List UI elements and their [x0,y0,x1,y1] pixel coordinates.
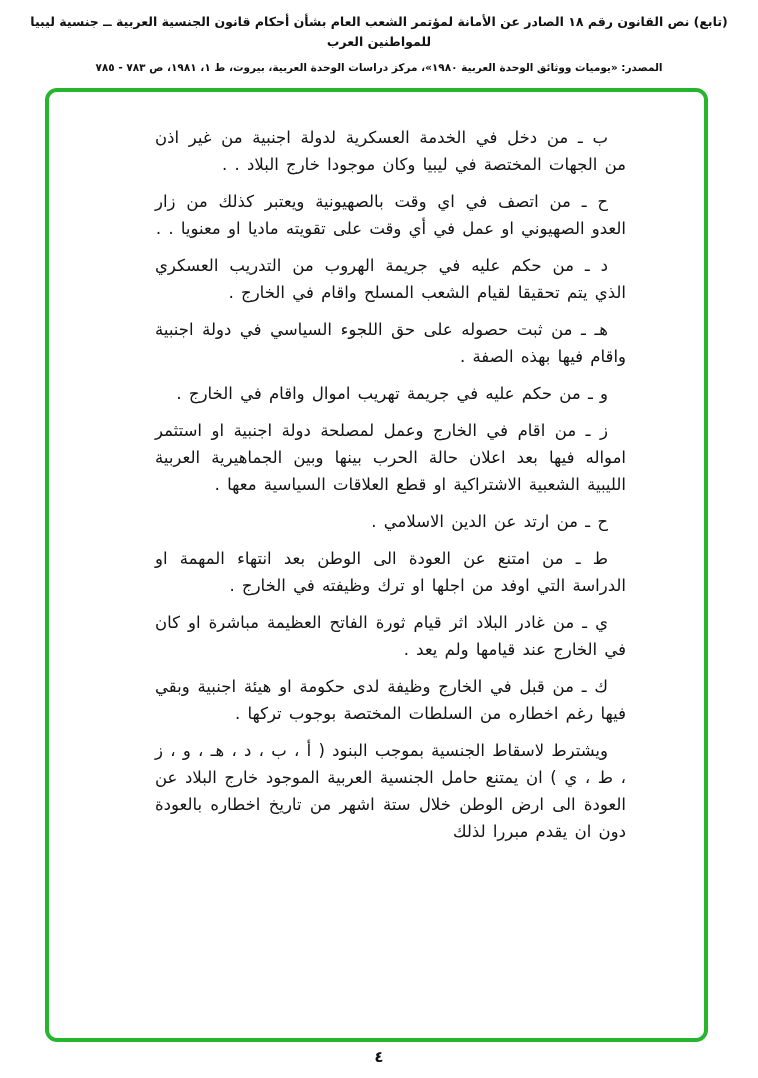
green-border-frame [45,88,708,1042]
document-source-citation: المصدر: «يوميات ووثائق الوحدة العربية ١٩٨٠»، مركز دراسات الوحدة العربية، بيروت، ط ١، ١٩٨١، ص ٧٨٣ - ٧٨٥ [95,62,663,74]
paragraph-item-k: ك ـ من قبل في الخارج وظيفة لدى حكومة او هيئة اجنبية وبقي فيها رغم اخطاره من السلطات المختصة بوجوب تركها . [155,677,626,723]
paragraph-item-y: ي ـ من غادر البلاد اثر قيام ثورة الفاتح العظيمة مباشرة او كان في الخارج عند قيامها ولم يعد . [155,613,626,659]
document-title: (تابع) نص القانون رقم ١٨ الصادر عن الأمانة لمؤتمر الشعب العام بشأن أحكام قانون الجنسية العربية ــ جنسية ليبيا للمواطنين العرب [30,14,728,49]
paragraph-item-d: د ـ من حكم عليه في جريمة الهروب من التدريب العسكري الذي يتم تحقيقا لقيام الشعب المسلح واقام في الخارج . [155,256,626,302]
paragraph-condition-clause: ويشترط لاسقاط الجنسية بموجب البنود ( أ ، ب ، د ، هـ ، و ، ز ، ط ، ي ) ان يمتنع حامل الجنسية العربية الموجود خارج البلاد عن العودة الى ارض الوطن خلال ستة اشهر من تاريخ اخطاره بالعودة دون ان يقدم مبررا لذلك [155,741,626,841]
document-footer [0,1047,758,1066]
paragraph-item-t: ط ـ من امتنع عن العودة الى الوطن بعد انتهاء المهمة او الدراسة التي اوفد من اجلها او ترك وظيفته في الخارج . [155,549,626,595]
paragraph-item-w: و ـ من حكم عليه في جريمة تهريب اموال واقام في الخارج . [176,384,608,403]
paragraph-item-b: ب ـ من دخل في الخدمة العسكرية لدولة اجنبية من غير اذن من الجهات المختصة في ليبيا وكان موجودا خارج البلاد . . [155,128,626,174]
document-header [0,12,758,76]
paragraph-item-hh: ح ـ من ارتد عن الدين الاسلامي . [371,512,608,531]
paragraph-item-h: هـ ـ من ثبت حصوله على حق اللجوء السياسي في دولة اجنبية واقام فيها بهذه الصفة . [155,320,626,366]
paragraph-item-z: ز ـ من اقام في الخارج وعمل لمصلحة دولة اجنبية او استثمر امواله فيها بعد اعلان حالة الحرب بينها وبين الجماهيرية العربية الليبية الشعبية الاشتراكية او قطع العلاقات السياسية معها . [155,421,626,494]
document-body [49,92,704,865]
paragraph-item-j: ح ـ من اتصف في اي وقت بالصهيونية ويعتبر كذلك من زار العدو الصهيوني او عمل في أي وقت على تقويته ماديا او معنويا . . [155,192,626,238]
page-number: ٤ [374,1048,384,1066]
